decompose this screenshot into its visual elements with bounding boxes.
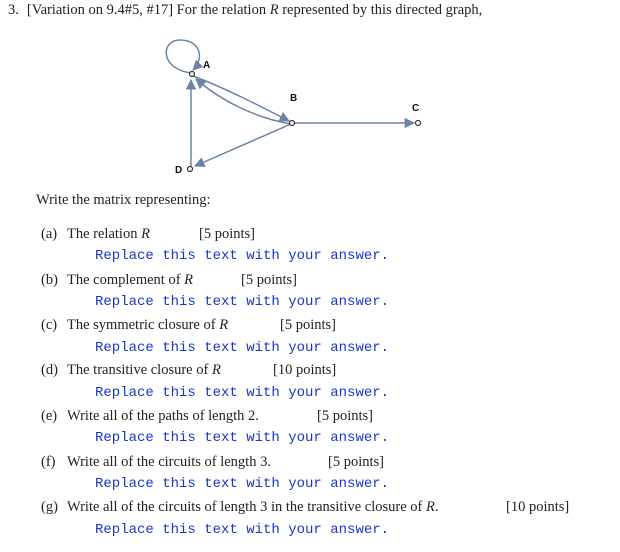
part-points: [5 points] [328, 454, 384, 470]
part-label: (d) [41, 362, 58, 378]
part-points: [10 points] [506, 499, 570, 515]
part-variable: R [141, 226, 150, 242]
answer-e[interactable]: Replace this text with your answer. [95, 430, 390, 446]
part-label: (g) [41, 499, 58, 515]
part-points: [5 points] [241, 272, 297, 288]
part-variable: R [184, 272, 194, 288]
part-text: Write all of the circuits of length 3. [67, 454, 271, 470]
part-d [41, 362, 337, 379]
part-variable: R [426, 499, 435, 515]
edge-a-b [193, 76, 289, 121]
part-text: Write all of the paths of length 2. [67, 408, 259, 424]
edge-b-d [195, 124, 291, 166]
part-label: (f) [41, 454, 56, 470]
part-label: (c) [41, 317, 58, 333]
part-text: The transitive closure of [67, 362, 212, 378]
part-f [41, 454, 384, 471]
node-label-d: D [175, 165, 183, 176]
answer-f[interactable]: Replace this text with your answer. [95, 476, 390, 492]
node-label-c: C [412, 103, 420, 114]
node-a [190, 72, 195, 77]
part-points: [5 points] [280, 317, 336, 333]
part-text: The symmetric closure of [67, 317, 220, 333]
part-c [41, 317, 336, 334]
part-label: (a) [41, 226, 58, 242]
answer-a[interactable]: Replace this text with your answer. [95, 248, 390, 264]
part-points: [10 points] [273, 362, 337, 378]
part-label: (b) [41, 272, 58, 288]
node-label-b: B [290, 93, 298, 104]
relation-variable: R [269, 2, 279, 18]
part-tail: . [434, 499, 439, 515]
problem-text-before: [Variation on 9.4#5, #17] For the relation [26, 2, 270, 18]
node-label-a: A [203, 60, 211, 71]
problem-text-after: represented by this directed graph, [278, 2, 483, 18]
part-a [41, 226, 255, 243]
part-text: The complement of [67, 272, 185, 288]
part-b [41, 272, 297, 289]
answer-b[interactable]: Replace this text with your answer. [95, 294, 390, 310]
part-variable: R [219, 317, 229, 333]
node-c [416, 121, 421, 126]
part-variable: R [211, 362, 221, 378]
problem-number: 3. [8, 2, 19, 18]
intro-text: Write the matrix representing: [36, 192, 211, 208]
answer-d[interactable]: Replace this text with your answer. [95, 385, 390, 401]
part-e [41, 408, 373, 425]
edge-a-a [166, 40, 199, 73]
answer-g[interactable]: Replace this text with your answer. [95, 522, 390, 538]
part-text: The relation [67, 226, 142, 242]
part-text: Write all of the circuits of length 3 in the transitive closure of [67, 499, 426, 515]
answer-c[interactable]: Replace this text with your answer. [95, 340, 390, 356]
node-b [290, 121, 295, 126]
part-label: (e) [41, 408, 58, 424]
part-points: [5 points] [317, 408, 373, 424]
directed-graph [0, 0, 620, 190]
edge-b-a [196, 79, 291, 124]
node-d [188, 167, 193, 172]
part-points: [5 points] [199, 226, 255, 242]
part-g [41, 499, 570, 516]
